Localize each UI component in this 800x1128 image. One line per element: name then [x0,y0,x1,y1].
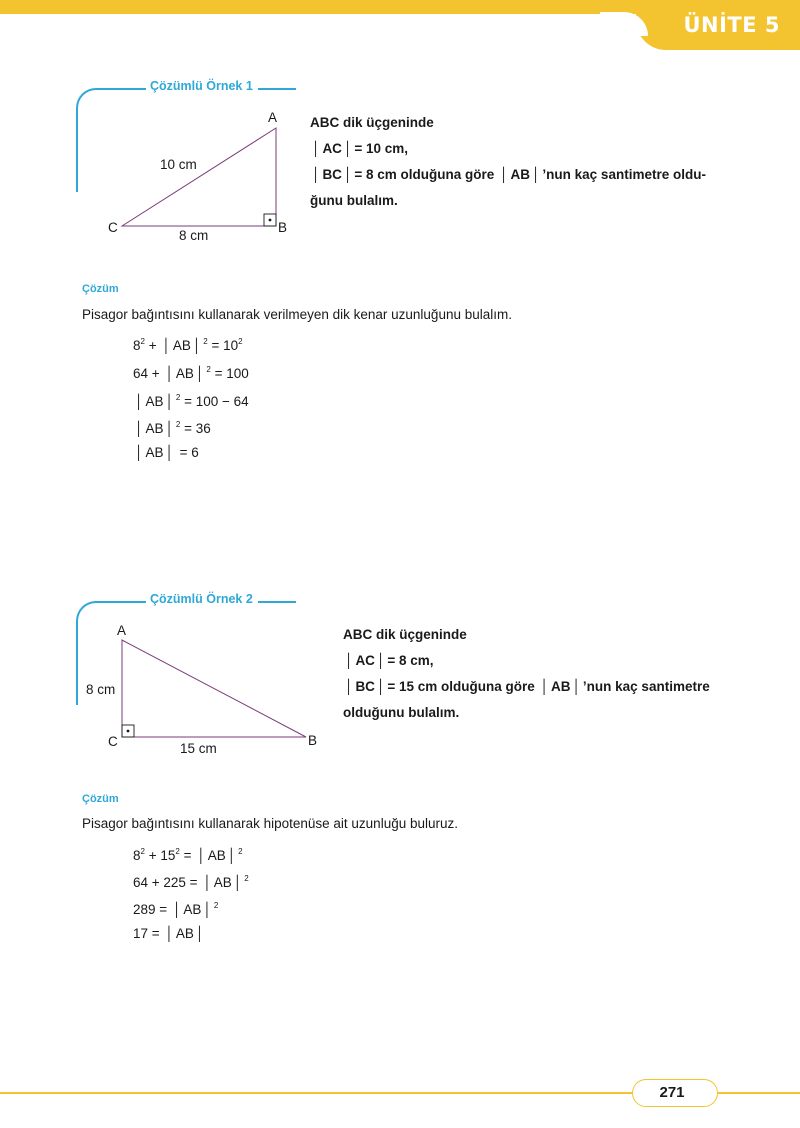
example2-step-2: 64 + 225 = │ AB │ $^2$ [133,874,249,890]
example1-side-cb-label: 8 cm [179,228,209,243]
example1-vertex-c: C [108,220,118,235]
example1-step-5: │ AB │ = 6 [135,445,199,460]
example2-vertex-c: C [108,734,118,749]
example1-solution-label: Çözüm [82,283,119,295]
example2-given-line3: │ BC │ = 15 cm olduğuna göre │ AB │ ’nun kaç santimetre [345,679,710,694]
example2-triangle-shape [122,640,306,737]
example2-step-4: 17 = │ AB │ [133,926,205,941]
page-number: 271 [659,1084,685,1101]
example2-step-1: $8^2 + 15^2$ = │ AB │ $^2$ [133,847,243,863]
example2-solution-label: Çözüm [82,793,119,805]
example1-title: Çözümlü Örnek 1 [150,79,253,93]
example1-step-2: 64 + │ AB │ $^2$ = 100 [133,365,249,381]
example1-side-ac-label: 10 cm [160,157,197,172]
example2-title: Çözümlü Örnek 2 [150,592,253,606]
unit-label: ÜNİTE 5 [683,13,780,37]
example2-step-3: 289 = │ AB │ $^2$ [133,901,219,917]
example2-given-line1: ABC dik üçgeninde [343,627,467,642]
example2-solution-intro: Pisagor bağıntısını kullanarak hipotenüse ait uzunluğu buluruz. [82,816,458,831]
example2-given-line4: olduğunu bulalım. [343,705,460,720]
example2-side-cb-label: 15 cm [180,741,217,756]
example1-solution-intro: Pisagor bağıntısını kullanarak verilmeyen dik kenar uzunluğunu bulalım. [82,307,512,322]
example1-step-3: │ AB │ $^2$ = 100 − 64 [135,393,249,409]
example1-step-1: $8^2$ + │ AB │ $^2 = 10^2$ [133,337,243,353]
example1-given-line1: ABC dik üçgeninde [310,115,434,130]
example2-right-angle-dot [127,730,130,733]
example2-side-ac-label: 8 cm [86,682,116,697]
example1-vertex-b: B [278,220,288,235]
example1-given-line2: │ AC │ = 10 cm, [312,141,409,156]
example1-step-4: │ AB │ $^2$ = 36 [135,420,211,436]
example2-given-line2: │ AC │ = 8 cm, [345,653,434,668]
example1-given-line3: │ BC │ = 8 cm olduğuna göre │ AB │ ’nun kaç santimetre oldu- [312,167,706,182]
example1-vertex-a: A [268,110,278,125]
example1-given-line4: ğunu bulalım. [310,193,398,208]
example2-vertex-b: B [308,733,318,748]
example2-vertex-a: A [117,623,127,638]
example2-given [343,622,710,726]
